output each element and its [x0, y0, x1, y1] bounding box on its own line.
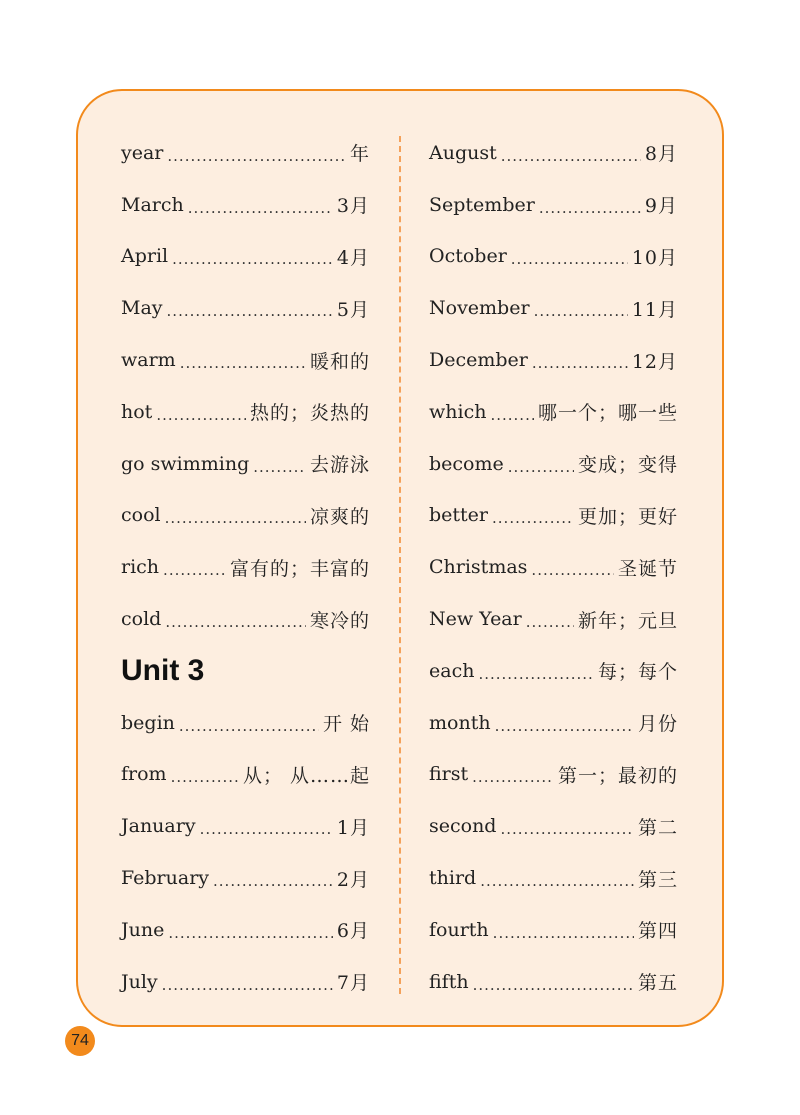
dot-leader: [167, 302, 333, 320]
vocab-entry: [429, 956, 678, 1008]
english-word: begin: [121, 711, 175, 734]
dot-leader: [478, 665, 594, 683]
dot-leader: [200, 820, 333, 838]
chinese-meaning: 6月: [336, 920, 370, 943]
dot-leader: [532, 354, 628, 372]
vocab-entry: [121, 231, 370, 283]
vocab-entry: [121, 697, 370, 749]
english-word: December: [429, 349, 528, 372]
chinese-meaning: 年: [349, 143, 370, 166]
dot-leader: [490, 406, 534, 424]
dot-leader: [180, 354, 306, 372]
english-word: third: [429, 867, 477, 890]
vocab-entry: [121, 956, 370, 1008]
english-word: hot: [121, 400, 153, 423]
page-number: 74: [65, 1026, 95, 1056]
dot-leader: [539, 199, 641, 217]
vocab-entry: [121, 386, 370, 438]
english-word: July: [121, 970, 158, 993]
dot-leader: [526, 613, 574, 631]
english-word: New Year: [429, 608, 522, 631]
right-column: [429, 127, 678, 1008]
english-word: April: [121, 245, 169, 268]
english-word: go swimming: [121, 452, 250, 475]
english-word: cool: [121, 504, 161, 527]
english-word: fifth: [429, 970, 469, 993]
dot-leader: [172, 250, 333, 268]
english-word: each: [429, 659, 475, 682]
dot-leader: [531, 561, 614, 579]
dot-leader: [511, 250, 628, 268]
vocab-entry: [121, 904, 370, 956]
chinese-meaning: 第五: [637, 972, 678, 995]
chinese-meaning: 8月: [644, 143, 678, 166]
chinese-meaning: 5月: [336, 298, 370, 321]
dot-leader: [179, 717, 319, 735]
dot-leader: [473, 976, 634, 994]
dot-leader: [165, 509, 306, 527]
chinese-meaning: 去游泳: [309, 454, 370, 477]
vocab-entry: [429, 282, 678, 334]
dot-leader: [167, 147, 346, 165]
vocab-entry: [121, 127, 370, 179]
dot-leader: [171, 768, 239, 786]
chinese-meaning: 4月: [336, 246, 370, 269]
vocab-entry: [429, 800, 678, 852]
vocab-entry: [429, 438, 678, 490]
vocab-entry: [429, 231, 678, 283]
vocab-entry: [429, 127, 678, 179]
english-word: March: [121, 193, 184, 216]
vocab-entry: [121, 490, 370, 542]
chinese-meaning: 1月: [336, 816, 370, 839]
english-word: from: [121, 763, 167, 786]
english-word: become: [429, 452, 504, 475]
chinese-meaning: 每；每个: [597, 661, 678, 684]
vocab-entry: [121, 282, 370, 334]
english-word: October: [429, 245, 507, 268]
vocab-entry: [429, 749, 678, 801]
english-word: cold: [121, 608, 162, 631]
vocab-entry: [429, 645, 678, 697]
english-word: November: [429, 297, 530, 320]
english-word: year: [121, 141, 164, 164]
dot-leader: [472, 768, 554, 786]
vocab-entry: [121, 334, 370, 386]
vocab-entry: [121, 541, 370, 593]
chinese-meaning: 第二: [637, 816, 678, 839]
chinese-meaning: 11月: [631, 298, 678, 321]
chinese-meaning: 哪一个；哪一些: [537, 402, 678, 425]
english-word: June: [121, 918, 165, 941]
english-word: better: [429, 504, 489, 527]
dot-leader: [165, 613, 306, 631]
chinese-meaning: 热的；炎热的: [249, 402, 370, 425]
vocab-entry: [121, 593, 370, 645]
vocab-entry: [121, 800, 370, 852]
dot-leader: [480, 872, 634, 890]
vocab-entry: [429, 541, 678, 593]
vocab-entry: [121, 438, 370, 490]
column-divider: [399, 136, 401, 994]
unit-heading: Unit 3: [121, 653, 205, 687]
english-word: January: [121, 815, 196, 838]
vocab-entry: [429, 386, 678, 438]
dot-leader: [492, 509, 574, 527]
chinese-meaning: 9月: [644, 195, 678, 218]
english-word: August: [429, 141, 497, 164]
english-word: warm: [121, 349, 176, 372]
chinese-meaning: 第四: [637, 920, 678, 943]
dot-leader: [156, 406, 246, 424]
chinese-meaning: 12月: [631, 350, 678, 373]
vocab-entry: [121, 179, 370, 231]
english-word: February: [121, 867, 210, 890]
vocab-entry: [429, 490, 678, 542]
dot-leader: [253, 458, 306, 476]
chinese-meaning: 2月: [336, 868, 370, 891]
english-word: May: [121, 297, 163, 320]
vocab-entry: [121, 852, 370, 904]
chinese-meaning: 新年；元旦: [577, 609, 678, 632]
english-word: second: [429, 815, 497, 838]
vocab-entry: [429, 697, 678, 749]
dot-leader: [508, 458, 574, 476]
dot-leader: [163, 561, 226, 579]
chinese-meaning: 月份: [637, 713, 678, 736]
english-word: which: [429, 400, 487, 423]
chinese-meaning: 10月: [631, 246, 678, 269]
chinese-meaning: 寒冷的: [309, 609, 370, 632]
chinese-meaning: 从； 从……起: [242, 764, 370, 787]
dot-leader: [501, 147, 641, 165]
chinese-meaning: 3月: [336, 195, 370, 218]
chinese-meaning: 富有的；丰富的: [229, 557, 370, 580]
chinese-meaning: 变成；变得: [577, 454, 678, 477]
vocab-entry: [429, 179, 678, 231]
dot-leader: [500, 820, 634, 838]
english-word: fourth: [429, 918, 489, 941]
english-word: month: [429, 711, 491, 734]
dot-leader: [168, 924, 333, 942]
chinese-meaning: 7月: [336, 972, 370, 995]
left-column: [121, 127, 370, 1008]
vocab-entry: [121, 749, 370, 801]
chinese-meaning: 凉爽的: [309, 505, 370, 528]
chinese-meaning: 暖和的: [309, 350, 370, 373]
vocab-entry: [429, 852, 678, 904]
vocab-entry: [429, 334, 678, 386]
english-word: first: [429, 763, 469, 786]
dot-leader: [493, 924, 634, 942]
dot-leader: [534, 302, 628, 320]
dot-leader: [495, 717, 634, 735]
vocab-entry: [429, 593, 678, 645]
english-word: September: [429, 193, 535, 216]
dot-leader: [188, 199, 333, 217]
vocab-entry: [429, 904, 678, 956]
dot-leader: [213, 872, 333, 890]
chinese-meaning: 开 始: [322, 713, 370, 736]
dot-leader: [162, 976, 333, 994]
chinese-meaning: 第三: [637, 868, 678, 891]
chinese-meaning: 圣诞节: [617, 557, 678, 580]
chinese-meaning: 第一；最初的: [557, 764, 678, 787]
chinese-meaning: 更加；更好: [577, 505, 678, 528]
english-word: Christmas: [429, 556, 528, 579]
english-word: rich: [121, 556, 160, 579]
